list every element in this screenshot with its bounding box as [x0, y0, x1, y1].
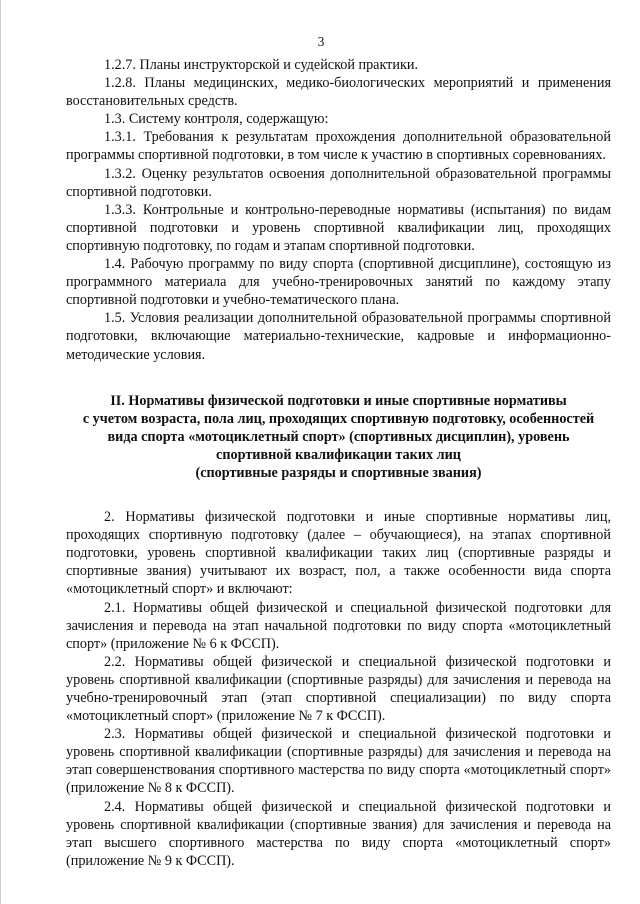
page-number: 3: [317, 34, 325, 49]
section-heading-line: спортивной квалификации таких лиц: [216, 446, 461, 463]
paragraph-2-4: 2.4. Нормативы общей физической и специальной физической подготовки и уровень спортивной квалификации (спортивные звания) для зачисления и перевода на этап высшего спортивного мастерства по виду спорта «мотоциклетный спорт» (приложение № 9 к ФССП).: [66, 798, 611, 869]
paragraph-1-2-8: 1.2.8. Планы медицинских, медико-биологических мероприятий и применения восстановительных средств.: [66, 75, 611, 110]
paragraph-1-4: 1.4. Рабочую программу по виду спорта (спортивной дисциплине), состоящую из программного материала для учебно-тренировочных занятий по каждому этапу спортивной подготовки и учебно-тематического плана.: [66, 256, 611, 309]
paragraph-2: 2. Нормативы физической подготовки и иные спортивные нормативы лиц, проходящих спортивную подготовку (далее – обучающиеся), на этапах спортивной подготовки, уровень спортивной квалификации таких лиц (спортивные разряды и спортивные звания) учитывают их возраст, пол, а также особенности вида спорта «мотоциклетный спорт» и включают:: [66, 509, 611, 598]
section-heading-line: (спортивные разряды и спортивные звания): [195, 464, 482, 481]
paragraph-2-3: 2.3. Нормативы общей физической и специальной физической подготовки и уровень спортивной квалификации (спортивные разряды) для зачисления и перевода на этап совершенствования спортивного мастерства по виду спорта «мотоциклетный спорт» (приложение № 8 к ФССП).: [66, 726, 611, 797]
section-heading-line: с учетом возраста, пола лиц, проходящих спортивную подготовку, особенностей: [82, 410, 595, 427]
paragraph-1-3-2: 1.3.2. Оценку результатов освоения дополнительной образовательной программы спортивной подготовки.: [66, 165, 611, 200]
section-heading: [66, 392, 611, 482]
paragraph-2-1: 2.1. Нормативы общей физической и специальной физической подготовки для зачисления и перевода на этап начальной подготовки по виду спорта «мотоциклетный спорт» (приложение № 6 к ФССП).: [66, 599, 611, 652]
paragraph-1-2-7: 1.2.7. Планы инструкторской и судейской практики.: [104, 57, 418, 73]
section-heading-line: вида спорта «мотоциклетный спорт» (спортивных дисциплин), уровень: [107, 428, 570, 445]
paragraph-1-3-3: 1.3.3. Контрольные и контрольно-переводные нормативы (испытания) по видам спортивной подготовки и уровень спортивной квалификации лиц, проходящих спортивную подготовку, по годам и этапам спортивной подготовки.: [66, 201, 611, 254]
paragraph-1-5: 1.5. Условия реализации дополнительной образовательной программы спортивной подготовки, включающие материально-технические, кадровые и информационно-методические условия.: [66, 310, 611, 363]
paragraph-1-3-1: 1.3.1. Требования к результатам прохождения дополнительной образовательной программы спортивной подготовки, в том числе к участию в спортивных соревнованиях.: [66, 129, 611, 164]
section-heading-line: II. Нормативы физической подготовки и иные спортивные нормативы: [110, 392, 567, 409]
paragraph-2-2: 2.2. Нормативы общей физической и специальной физической подготовки и уровень спортивной квалификации (спортивные разряды) для зачисления и перевода на учебно-тренировочный этап (этап спортивной специализации) по виду спорта «мотоциклетный спорт» (приложение № 7 к ФССП).: [66, 653, 611, 725]
document-body: [66, 56, 611, 870]
paragraph-1-3: 1.3. Систему контроля, содержащую:: [104, 111, 329, 128]
